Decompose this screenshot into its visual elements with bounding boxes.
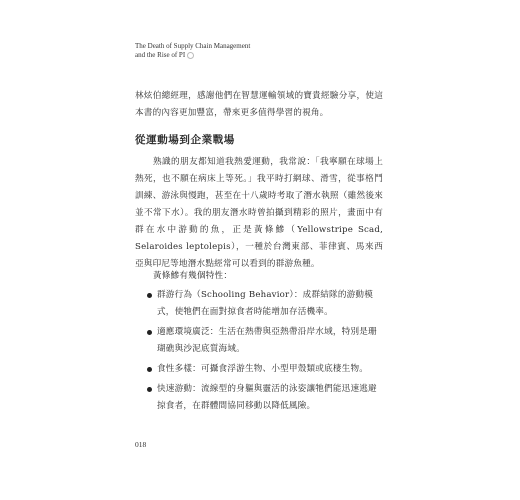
bullet-icon: [147, 293, 152, 298]
main-paragraph: 熟識的朋友都知道我熱愛運動，我常說：「我寧願在球場上熱死，也不願在病床上等死。」我平時打網球、滑雪，從事格鬥訓練、游泳與慢跑，甚至在十八歲時考取了潛水執照（雖然後來並不常下水）。我的朋友潛水時曾拍攝到精彩的照片，畫面中有群在水中游動的魚，正是黃條鰺（Yellowstripe Scad, Selaroides leptolepis），一種於台灣東部、菲律賓、馬來西亞與印尼等地潛水點經常可以看到的群游魚種。: [135, 157, 383, 269]
bullet-icon: [147, 330, 152, 335]
section-heading: 從運動場到企業戰場: [135, 134, 235, 146]
running-head: [135, 42, 250, 60]
list-item-text: 食性多樣：可攝食浮游生物、小型甲殼類或底棲生物。: [157, 364, 369, 374]
bullet-icon: [147, 367, 152, 372]
bullet-icon: [147, 387, 152, 392]
intro-paragraph: 林炫伯總經理，感謝他們在智慧運輸領域的寶貴經驗分享，使這本書的內容更加豐富，帶來更多值得學習的視角。: [135, 91, 383, 118]
features-intro: 黃條鰺有幾個特性：: [153, 271, 233, 281]
list-item: [147, 324, 383, 358]
list-item-text: 快速游動：流線型的身軀與靈活的泳姿讓牠們能迅速逃避掠食者，在群體間協同移動以降低風險。: [157, 384, 377, 411]
list-item: [147, 381, 383, 415]
running-head-title: The Death of Supply Chain Management: [135, 42, 251, 50]
running-head-subtitle-text: and the Rise of PI: [135, 51, 186, 59]
list-item: [147, 287, 383, 321]
circle-mark-icon: [187, 52, 194, 59]
list-item-text: 適應環境廣泛：生活在熱帶與亞熱帶沿岸水域，特別是珊瑚礁與沙泥底質海域。: [157, 327, 377, 354]
page-number: 018: [135, 440, 147, 449]
list-item: [147, 361, 383, 378]
features-list: [147, 287, 383, 418]
running-head-subtitle: [135, 51, 250, 60]
list-item-text: 群游行為（Schooling Behavior）：成群結隊的游動模式，使牠們在面對掠食者時能增加存活機率。: [157, 290, 373, 317]
